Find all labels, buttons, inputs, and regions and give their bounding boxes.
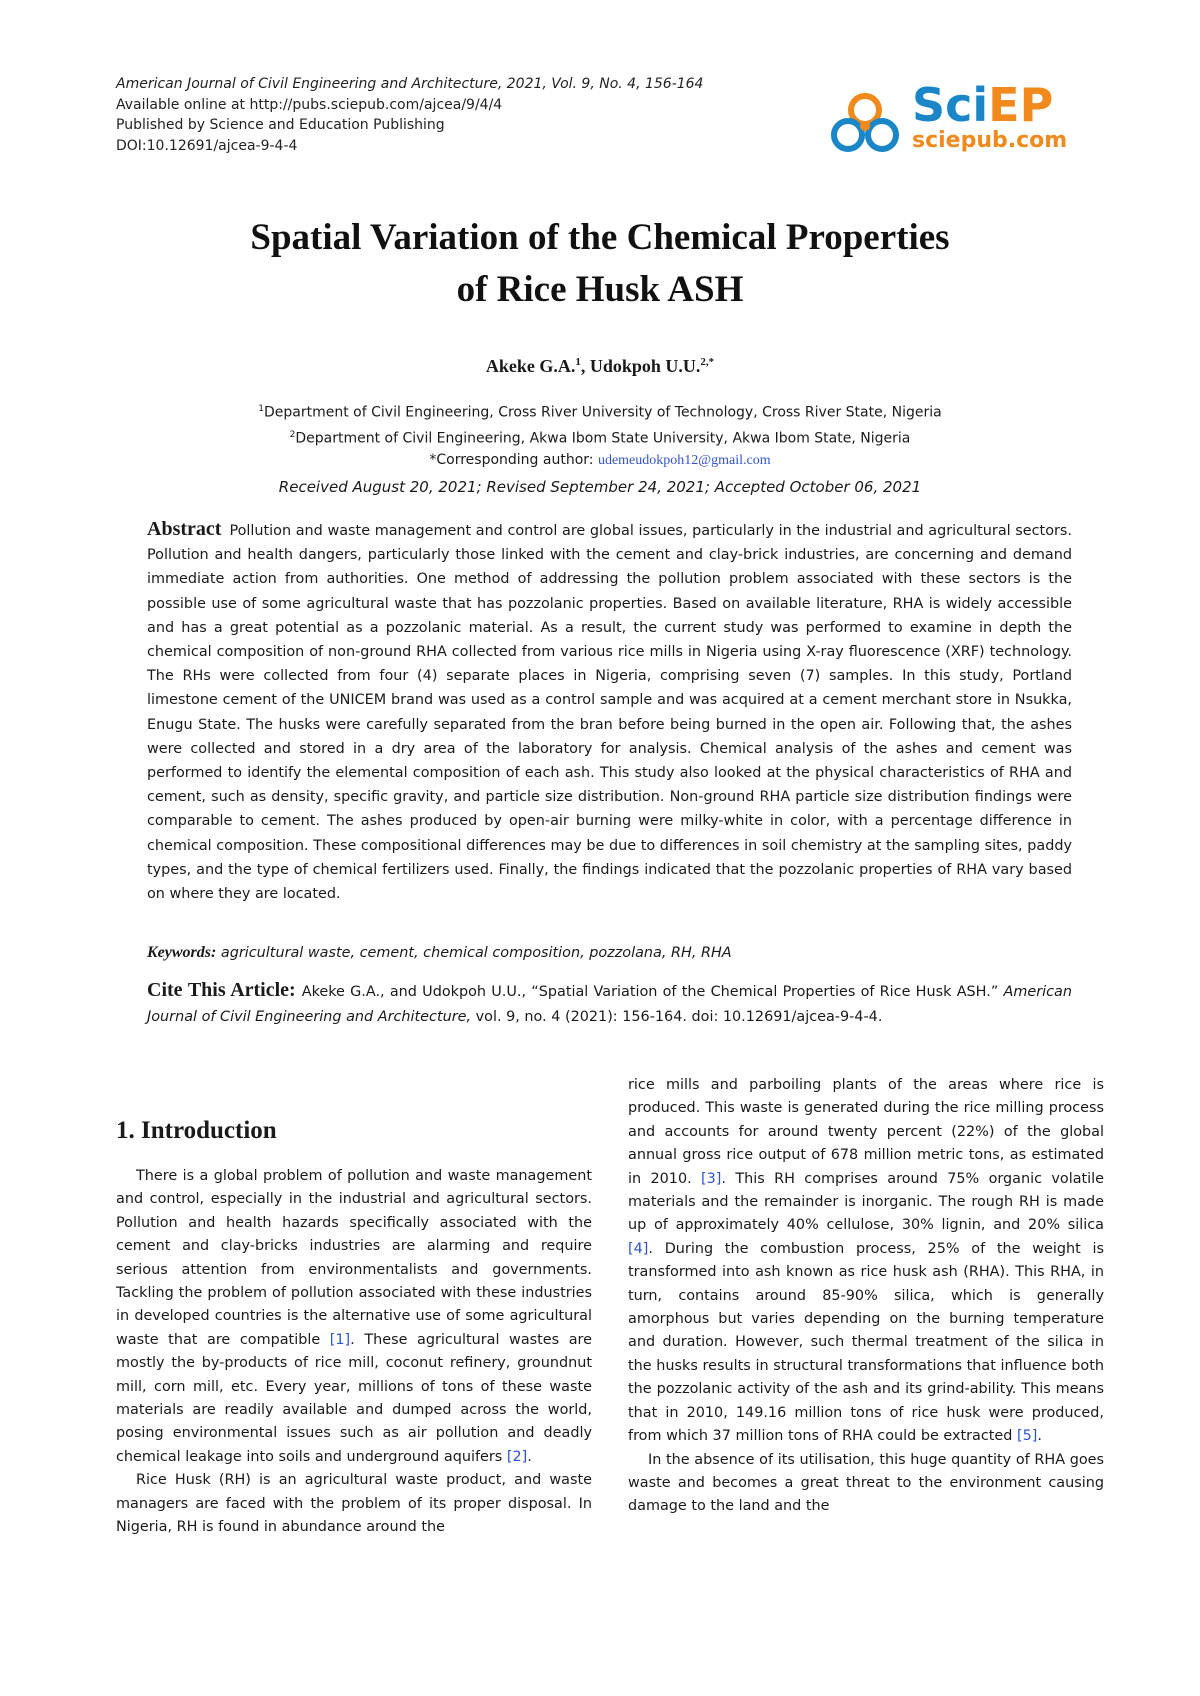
ref-link-5[interactable]: [5] <box>1017 1428 1038 1445</box>
intro-paragraph-3: rice mills and parboiling plants of the areas where rice is produced. This waste is generated during the rice milling process and accounts for around twenty percent (22%) of the global annual gross rice output of 678 million metric tons, as estimated in 2010. [3]. This RH comprises around 75% organic volatile materials and the remainder is inorganic. The rough RH is made up of approximately 40% cellulose, 30% lignin, and 20% silica [4]. During the combustion process, 25% of the weight is transformed into ash known as rice husk ash (RHA). This RHA, in turn, contains around 85-90% silica, which is generally amorphous but varies depending on the burning temperature and duration. However, such thermal treatment of the silica in the husks results in structural transformations that influence both the pozzolanic activity of the ash and its grind-ability. This means that in 2010, 149.16 million tons of rice husk were produced, from which 37 million tons of RHA could be extracted [5]. <box>628 1077 1104 1445</box>
title-line-2: of Rice Husk ASH <box>456 269 744 310</box>
keywords-text: agricultural waste, cement, chemical composition, pozzolana, RH, RHA <box>220 945 732 961</box>
abstract <box>147 517 1072 906</box>
affiliation-1: $^1$Department of Civil Engineering, Cross River University of Technology, Cross River State, Nigeria <box>258 404 942 421</box>
author-1-sup: 1 <box>575 356 581 368</box>
sciep-emblem-icon <box>822 80 908 160</box>
available-online[interactable]: Available online at http://pubs.sciepub.com/ajcea/9/4/4 <box>116 96 503 113</box>
keywords-label: Keywords: <box>147 944 217 961</box>
cite-this-article: Cite This Article: Akeke G.A., and Udokpoh U.U., “Spatial Variation of the Chemical Properties of Rice Husk ASH.” American Journal of Civil Engineering and Architecture, vol. 9, no. 4 (2021): 156-164. doi: 10.12691/ajcea-9-4-4. <box>147 979 1072 1025</box>
ref-link-2[interactable]: [2] <box>506 1448 528 1465</box>
title-line-1: Spatial Variation of the Chemical Properties <box>250 217 950 258</box>
left-column <box>116 1165 592 1540</box>
intro-paragraph-2: Rice Husk (RH) is an agricultural waste product, and waste managers are faced with the problem of its proper disposal. In Nigeria, RH is found in abundance around the <box>116 1472 592 1536</box>
cite-journal: American Journal of Civil Engineering and Architecture, <box>147 984 1072 1025</box>
publisher-line: Published by Science and Education Publishing <box>116 117 445 133</box>
publication-dates: Received August 20, 2021; Revised September 24, 2021; Accepted October 06, 2021 <box>278 478 922 496</box>
keywords <box>147 944 1072 962</box>
abstract-label: Abstract <box>147 518 222 540</box>
intro-paragraph-4: In the absence of its utilisation, this huge quantity of RHA goes waste and becomes a great threat to the environment causing damage to the land and the <box>628 1451 1104 1515</box>
author-list: Akeke G.A.$^1$, Udokpoh U.U.$^{2,*}$ <box>485 356 715 376</box>
logo-name: SciEP <box>912 78 1054 132</box>
affiliations <box>100 398 1100 472</box>
doi-line[interactable]: DOI:10.12691/ajcea-9-4-4 <box>116 137 298 154</box>
paper-title <box>100 212 1100 316</box>
journal-header <box>116 74 703 156</box>
affiliation-2: $^2$Department of Civil Engineering, Akwa Ibom State University, Akwa Ibom State, Nigeria <box>289 429 911 447</box>
sciep-logo[interactable] <box>822 80 1092 160</box>
logo-url: sciepub.com <box>912 128 1068 153</box>
section-heading-introduction: 1. Introduction <box>116 1117 277 1144</box>
logo-text <box>912 80 1067 154</box>
intro-paragraph-1: There is a global problem of pollution and waste management and control, especially in the industrial and agricultural sectors. Pollution and health hazards specifically associated with the cement and clay-bricks industries are alarming and require serious attention from environmentalists and governments. Tackling the problem of pollution associated with these industries in developed countries is the alternative use of some agricultural waste that are compatible [1]. These agricultural wastes are mostly the by-products of rice mill, coconut refinery, groundnut mill, corn mill, etc. Every year, millions of tons of these waste materials are readily available and dumped across the world, posing environmental issues such as air pollution and deadly chemical leakage into soils and underground aquifers [2]. <box>116 1168 592 1465</box>
ref-link-4[interactable]: [4] <box>628 1240 649 1257</box>
ref-link-1[interactable]: [1] <box>329 1331 351 1348</box>
author-2-sup: 2,* <box>700 356 715 368</box>
journal-citation: American Journal of Civil Engineering and Architecture, 2021, Vol. 9, No. 4, 156-164 <box>116 76 704 92</box>
right-column <box>628 1074 1104 1519</box>
author-2: Udokpoh U.U. <box>589 356 701 376</box>
ref-link-3[interactable]: [3] <box>701 1170 722 1187</box>
corresponding-email-link[interactable]: udemeudokpoh12@gmail.com <box>597 453 771 469</box>
cite-label: Cite This Article: <box>147 979 296 1001</box>
corresponding-author: *Corresponding author: udemeudokpoh12@gmail.com <box>429 452 771 469</box>
abstract-text: Pollution and waste management and control are global issues, particularly in the industrial and agricultural sectors. Pollution and health dangers, particularly those linked with the cement and clay-brick industries, are concerning and demand immediate action from authorities. One method of addressing the pollution problem associated with these sectors is the possible use of some agricultural waste that has pozzolanic properties. Based on available literature, RHA is widely accessible and has a great potential as a pozzolanic material. As a result, the current study was performed to examine in depth the chemical composition of non-ground RHA collected from various rice mills in Nigeria using X-ray fluorescence (XRF) technology. The RHs were collected from four (4) separate places in Nigeria, comprising seven (7) samples. In this study, Portland limestone cement of the UNICEM brand was used as a control sample and was acquired at a cement merchant store in Nsukka, Enugu State. The husks were carefully separated from the bran before being burned in the open air. Following that, the ashes were collected and stored in a dry area of the laboratory for analysis. Chemical analysis of the ashes and cement was performed to identify the elemental composition of each ash. This study also looked at the physical characteristics of RHA and cement, such as density, specific gravity, and particle size distribution. Non-ground RHA particle size distribution findings were comparable to cement. The ashes produced by open-air burning were milky-white in color, with a percentage difference in chemical composition. These compositional differences may be due to differences in soil chemistry at the sampling sites, paddy types, and the type of chemical fertilizers used. Finally, the findings indicated that the pozzolanic properties of RHA vary based on where they are located. <box>147 523 1072 903</box>
author-1: Akeke G.A. <box>485 356 576 376</box>
